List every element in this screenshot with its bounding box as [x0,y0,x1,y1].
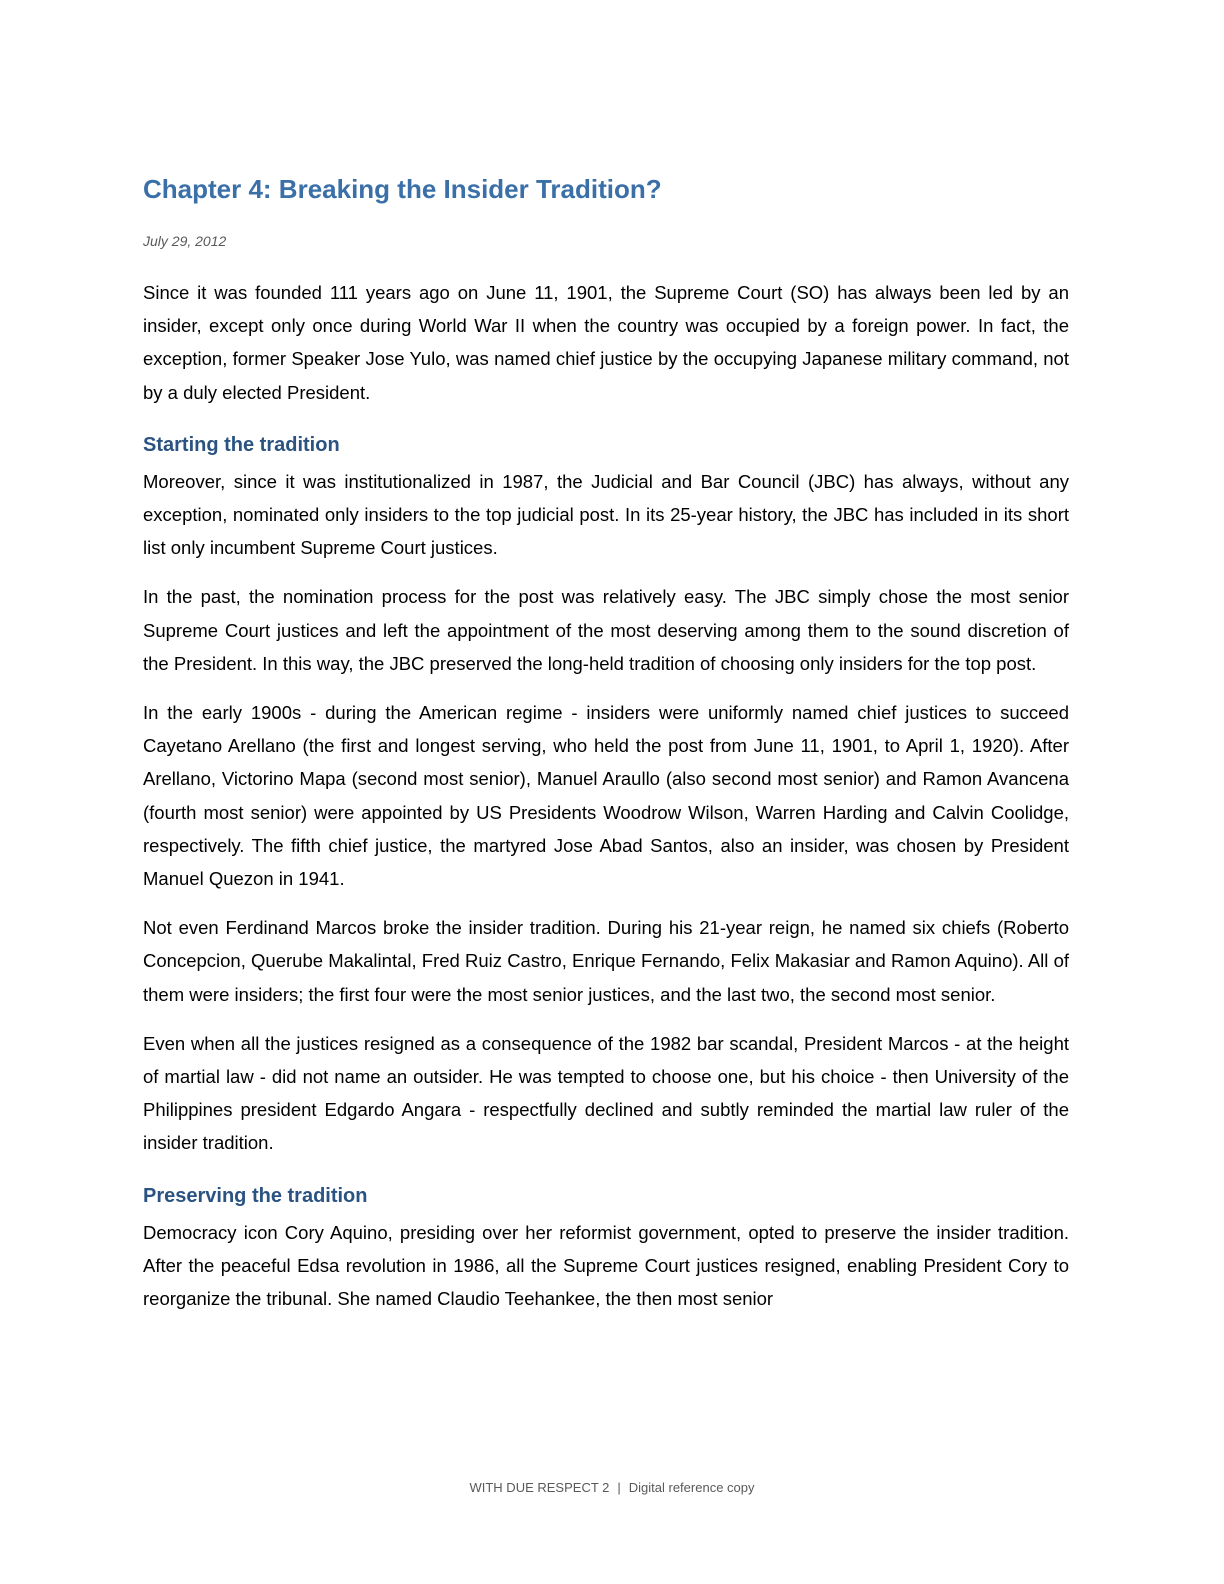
intro-paragraph: Since it was founded 111 years ago on June 11, 1901, the Supreme Court (SO) has always been led by an insider, except only once during World War II when the country was occupied by a foreign power. In fact, the exception, former Speaker Jose Yulo, was named chief justice by the occupying Japanese military command, not by a duly elected President. [143,282,1069,403]
page-content [143,172,1069,1315]
footer-note: Digital reference copy [628,1480,755,1495]
body-paragraph: Moreover, since it was institutionalized in 1987, the Judicial and Bar Council (JBC) has always, without any exception, nominated only insiders to the top judicial post. In its 25-year history, the JBC has included in its short list only incumbent Supreme Court justices. [143,470,1069,559]
body-paragraph: In the early 1900s - during the American regime - insiders were uniformly named chief justices to succeed Cayetano Arellano (the first and longest serving, who held the post from June 11, 1901, to April 1, 1920). After Arellano, Victorino Mapa (second most senior), Manuel Araullo (also second most senior) and Ramon Avancena (fourth most senior) were appointed by US Presidents Woodrow Wilson, Warren Harding and Calvin Coolidge, respectively. The fifth chief justice, the martyred Jose Abad Santos, also an insider, was chosen by President Manuel Quezon in 1941. [143,702,1069,890]
body-paragraph: Even when all the justices resigned as a consequence of the 1982 bar scandal, President Marcos - at the height of martial law - did not name an outsider. He was tempted to choose one, but his choice - then University of the Philippines president Edgardo Angara - respectfully declined and subtly reminded the martial law ruler of the insider tradition. [143,1032,1069,1154]
chapter-title: Chapter 4: Breaking the Insider Tradition? [143,174,662,204]
footer-book-title: WITH DUE RESPECT 2 [469,1480,610,1495]
body-paragraph: Democracy icon Cory Aquino, presiding over her reformist government, opted to preserve the insider tradition. After the peaceful Edsa revolution in 1986, all the Supreme Court justices resigned, enabling President Cory to reorganize the tribunal. She named Claudio Teehankee, the then most senior [143,1221,1069,1310]
body-paragraph: Not even Ferdinand Marcos broke the insider tradition. During his 21-year reign, he named six chiefs (Roberto Concepcion, Querube Makalintal, Fred Ruiz Castro, Enrique Fernando, Felix Makasiar and Ramon Aquino). All of them were insiders; the first four were the most senior justices, and the last two, the second most senior. [143,917,1069,1005]
body-paragraph: In the past, the nomination process for the post was relatively easy. The JBC simply chose the most senior Supreme Court justices and left the appointment of the most deserving among them to the sound discretion of the President. In this way, the JBC preserved the long-held tradition of choosing only insiders for the top post. [143,586,1069,674]
page-footer [0,1479,1224,1497]
section-heading-preserving: Preserving the tradition [143,1184,368,1207]
section-heading-starting: Starting the tradition [143,433,340,456]
chapter-date: July 29, 2012 [143,233,227,249]
footer-separator: | [617,1480,621,1495]
